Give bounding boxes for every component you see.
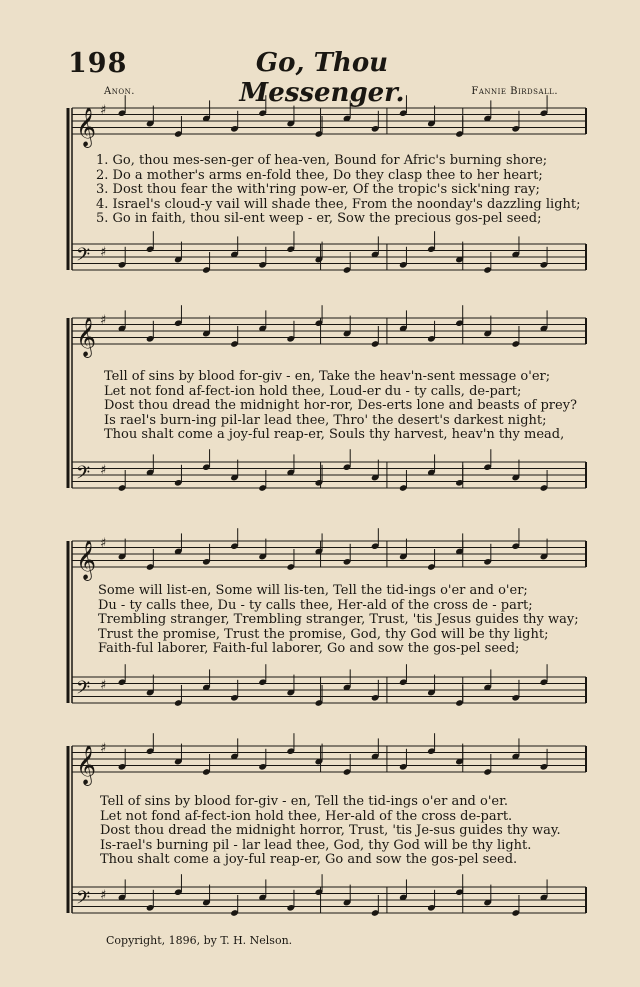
bass-clef-icon: 𝄢 (76, 245, 91, 270)
sharp-icon: ♯ (100, 103, 107, 118)
hymn-title: Go, Thou Messenger. (239, 48, 405, 108)
lyric-line: Tell of sins by blood for-giv - en, Tell the tid-ings o'er and o'er. (100, 794, 509, 809)
treble-clef-icon: 𝄞 (76, 317, 97, 357)
lyric-line: 2. Do a mother's arms en-fold thee, Do they clasp thee to her heart; (96, 167, 543, 183)
lyrics-block-1 (96, 154, 596, 227)
lyric-line: 1. Go, thou mes-sen-ger of hea-ven, Bound for Afric's burning shore; (96, 153, 548, 168)
lyric-line: Is-rael's burning pil - lar lead thee, God, thy God will be thy light. (100, 837, 532, 853)
bass-clef-icon: 𝄢 (76, 463, 91, 488)
sharp-icon: ♯ (100, 245, 107, 260)
sharp-icon: ♯ (100, 536, 107, 551)
sharp-icon: ♯ (100, 463, 107, 478)
lyric-line: 3. Dost thou fear the with'ring pow-er, Of the tropic's sick'ning ray; (96, 182, 540, 198)
treble-clef-icon: 𝄞 (76, 107, 97, 147)
lyric-line: Is rael's burn-ing pil-lar lead thee, Thro' the desert's darkest night; (104, 412, 547, 428)
lyric-line: Let not fond af-fect-ion hold thee, Loud-er du - ty calls, de-part; (104, 383, 522, 399)
copyright-notice: Copyright, 1896, by T. H. Nelson. (106, 934, 293, 947)
lyrics-block-2 (104, 370, 604, 443)
sharp-icon: ♯ (100, 678, 107, 693)
lyrics-block-3 (98, 584, 598, 657)
sharp-icon: ♯ (100, 741, 107, 756)
lyric-line: Tell of sins by blood for-giv - en, Take the heav'n-sent message o'er; (104, 369, 551, 384)
lyric-line: Thou shalt come a joy-ful reap-er, Souls thy harvest, heav'n thy mead, (104, 427, 565, 443)
lyricist-credit: Fannie Birdsall. (471, 86, 558, 97)
lyrics-block-4 (100, 795, 600, 868)
sharp-icon: ♯ (100, 313, 107, 328)
hymn-number: 198 (68, 48, 128, 79)
lyric-line: Faith-ful laborer, Faith-ful laborer, Go and sow the gos-pel seed; (98, 641, 520, 657)
lyric-line: Thou shalt come a joy-ful reap-er, Go and sow the gos-pel seed. (100, 852, 518, 868)
lyric-line: 4. Israel's cloud-y vail will shade thee, From the noonday's dazzling light; (96, 196, 581, 212)
treble-clef-icon: 𝄞 (76, 745, 97, 785)
bass-clef-icon: 𝄢 (76, 678, 91, 703)
sharp-icon: ♯ (100, 888, 107, 903)
lyric-line: Some will list-en, Some will lis-ten, Tell the tid-ings o'er and o'er; (98, 583, 528, 598)
bass-clef-icon: 𝄢 (76, 888, 91, 913)
lyric-line: Du - ty calls thee, Du - ty calls thee, Her-ald of the cross de - part; (98, 597, 533, 613)
lyric-line: Dost thou dread the midnight hor-ror, Des-erts lone and beasts of prey? (104, 398, 578, 414)
lyric-line: Dost thou dread the midnight horror, Trust, 'tis Je-sus guides thy way. (100, 823, 561, 839)
composer-credit: Anon. (104, 86, 135, 97)
lyric-line: Trust the promise, Trust the promise, God, thy God will be thy light; (98, 626, 549, 642)
treble-clef-icon: 𝄞 (76, 540, 97, 580)
lyric-line: Let not fond af-fect-ion hold thee, Her-ald of the cross de-part. (100, 808, 513, 824)
lyric-line: Trembling stranger, Trembling stranger, Trust, 'tis Jesus guides thy way; (98, 612, 579, 628)
lyric-line: 5. Go in faith, thou sil-ent weep - er, Sow the precious gos-pel seed; (96, 211, 542, 227)
